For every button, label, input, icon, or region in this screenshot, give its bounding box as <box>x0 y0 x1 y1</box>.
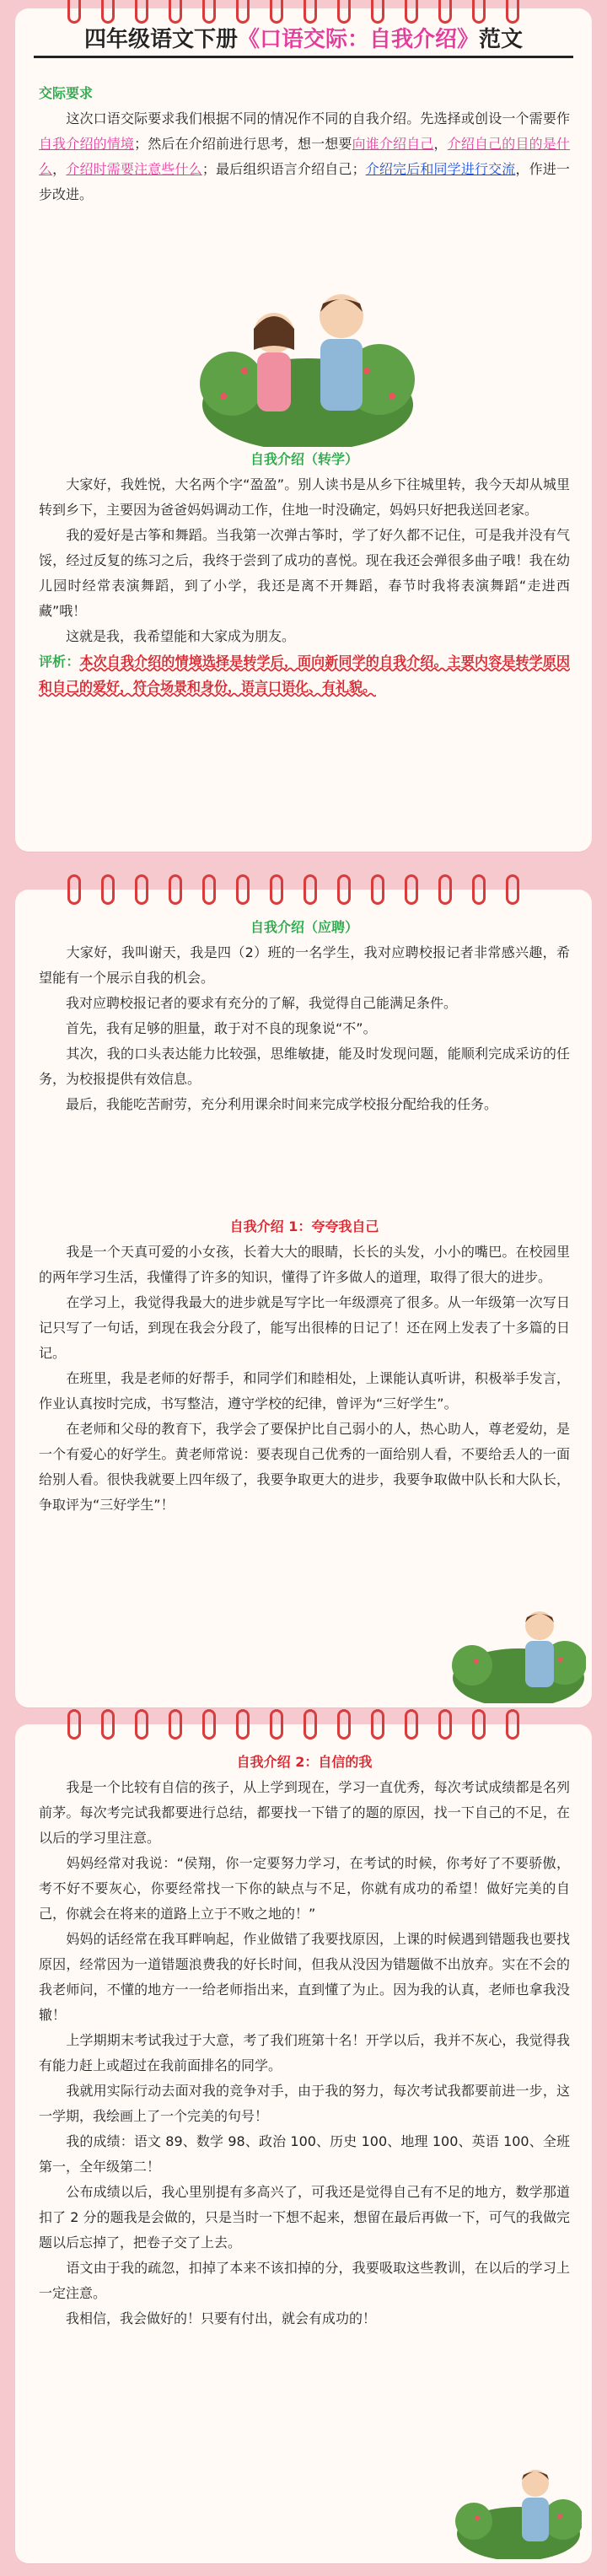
page-title: 四年级语文下册《口语交际：自我介绍》范文 <box>83 27 524 52</box>
intro-section <box>39 81 570 207</box>
essay-2-paragraph: 其次，我的口头表达能力比较强，思维敏捷，能及时发现问题，能顺利完成采访的任务，为校报提供有效信息。 <box>39 1046 570 1087</box>
essay-4-paragraph: 妈妈的话经常在我耳畔响起，作业做错了我要找原因，上课的时候遇到错题我也要找原因，经常因为一道错题浪费我的好长时间，但我从没因为错题做不出放弃。实在不会的我老师问，不懂的地方一一给老师指出来，直到懂了为止。因为我的认真，老师也拿我没辙！ <box>39 1931 570 2023</box>
essay-4-paragraph: 我的成绩：语文 89、数学 98、政治 100、历史 100、地理 100、英语 100、全班第一，全年级第二！ <box>39 2133 570 2175</box>
children-illustration <box>451 1594 586 1703</box>
essay-4-paragraph: 上学期期末考试我过于大意，考了我们班第十名！开学以后，我并不灰心，我觉得我有能力赶上或超过在我前面排名的同学。 <box>39 2032 570 2073</box>
essay-3 <box>39 1214 570 1518</box>
essay-4-paragraph: 语文由于我的疏忽，扣掉了本来不该扣掉的分，我要吸取这些教训，在以后的学习上一定注意。 <box>39 2260 570 2301</box>
essay-4-paragraph: 妈妈经常对我说：“侯翔，你一定要努力学习，在考试的时候，你考好了不要骄傲，考不好不要灰心，你要经常找一下你的缺点与不足，你就有成功的希望！做好完美的自己，你就会在将来的道路上立于不败之地的！” <box>39 1855 570 1922</box>
intro-heading: 交际要求 <box>39 85 94 101</box>
essay-2-heading: 自我介绍（应聘） <box>250 919 358 935</box>
intro-paragraph: 这次口语交际要求我们根据不同的情况作不同的自我介绍。先选择或创设一个需要作自我介绍的情境；然后在介绍前进行思考，想一想要向谁介绍自己，介绍自己的目的是什么，介绍时需要注意些什么；最后组织语言介绍自己；介绍完后和同学进行交流，作进一步改进。 <box>39 110 570 202</box>
essay-3-paragraph: 我是一个天真可爱的小女孩，长着大大的眼睛，长长的头发，小小的嘴巴。在校园里的两年学习生活，我懂得了许多的知识，懂得了许多做人的道理，取得了很大的进步。 <box>39 1244 570 1285</box>
essay-2-paragraph: 我对应聘校报记者的要求有充分的了解，我觉得自己能满足条件。 <box>66 995 458 1011</box>
essay-3-paragraph: 在班里，我是老师的好帮手，和同学们和睦相处，上课能认真听讲，积极举手发言，作业认真按时完成，书写整洁，遵守学校的纪律，曾评为“三好学生”。 <box>39 1370 570 1412</box>
essay-3-paragraph: 在学习上，我觉得我最大的进步就是写字比一年级漂亮了很多。从一年级第一次写日记只写了一句话，到现在我会分段了，能写出很棒的日记了！还在网上发表了十多篇的日记。 <box>39 1294 570 1361</box>
essay-4-paragraph: 公布成绩以后，我心里别提有多高兴了，可我还是觉得自己有不足的地方，数学那道扣了 2 分的题我是会做的，只是当时一下想不起来，想留在最后再做一下，可气的我做完题以后忘掉了，把卷子交了上去。 <box>39 2184 570 2251</box>
title-underline <box>34 56 573 58</box>
essay-2-paragraph: 最后，我能吃苦耐劳，充分利用课余时间来完成学校报分配给我的任务。 <box>66 1096 498 1112</box>
essay-4-paragraph: 我相信，我会做好的！只要有付出，就会有成功的！ <box>66 2310 377 2326</box>
binder-rings <box>0 881 607 915</box>
essay-1-comment: 评析：本次自我介绍的情境选择是转学后，面向新同学的自我介绍。主要内容是转学原因和自己的爱好，符合场景和身份，语言口语化、有礼貌。 <box>39 653 570 695</box>
essay-4-heading: 自我介绍 2：自信的我 <box>236 1754 373 1770</box>
essay-3-paragraph: 在老师和父母的教育下，我学会了要保护比自己弱小的人，热心助人，尊老爱幼，是一个有爱心的好学生。黄老师常说：要表现自己优秀的一面给别人看，不要给丢人的一面给别人看。很快我就要上四年级了，我要争取更大的进步，我要争取做中队长和大队长，争取评为“三好学生”！ <box>39 1421 570 1513</box>
essay-2 <box>39 915 570 1117</box>
essay-2-paragraph: 大家好，我叫谢天，我是四（2）班的一名学生，我对应聘校报记者非常感兴趣，希望能有一个展示自我的机会。 <box>39 944 570 986</box>
children-illustration <box>455 2454 582 2559</box>
essay-4-paragraph: 我是一个比较有自信的孩子，从上学到现在，学习一直优秀，每次考试成绩都是名列前茅。每次考完试我都要进行总结，都要找一下错了的题的原因，找一下自己的不足，在以后的学习里注意。 <box>39 1779 570 1846</box>
essay-2-paragraph: 首先，我有足够的胆量，敢于对不良的现象说“不”。 <box>66 1020 377 1036</box>
essay-4 <box>39 1750 570 2331</box>
essay-3-heading: 自我介绍 1：夸夸我自己 <box>229 1218 379 1234</box>
essay-1-paragraph: 这就是我，我希望能和大家成为朋友。 <box>66 628 296 644</box>
children-illustration <box>198 270 417 447</box>
essay-1-paragraph: 我的爱好是古筝和舞蹈。当我第一次弹古筝时，学了好久都不记住，可是我并没有气馁，经过反复的练习之后，我终于尝到了成功的喜悦。现在我还会弹很多曲子哦！我在幼儿园时经常表演舞蹈，到了小学，我还是离不开舞蹈，春节时我将表演舞蹈“走进西藏”哦！ <box>39 527 570 619</box>
essay-1-paragraph: 大家好，我姓悦，大名两个字“盈盈”。别人读书是从乡下往城里转，我今天却从城里转到乡下，主要因为爸爸妈妈调动工作，住地一时没确定，妈妈只好把我送回老家。 <box>39 476 570 518</box>
essay-4-paragraph: 我就用实际行动去面对我的竞争对手，由于我的努力，每次考试我都要前进一步，这一学期，我绘画上了一个完美的句号！ <box>39 2083 570 2124</box>
essay-1-heading: 自我介绍（转学） <box>250 451 358 467</box>
binder-rings <box>0 1716 607 1750</box>
essay-1 <box>39 447 570 700</box>
